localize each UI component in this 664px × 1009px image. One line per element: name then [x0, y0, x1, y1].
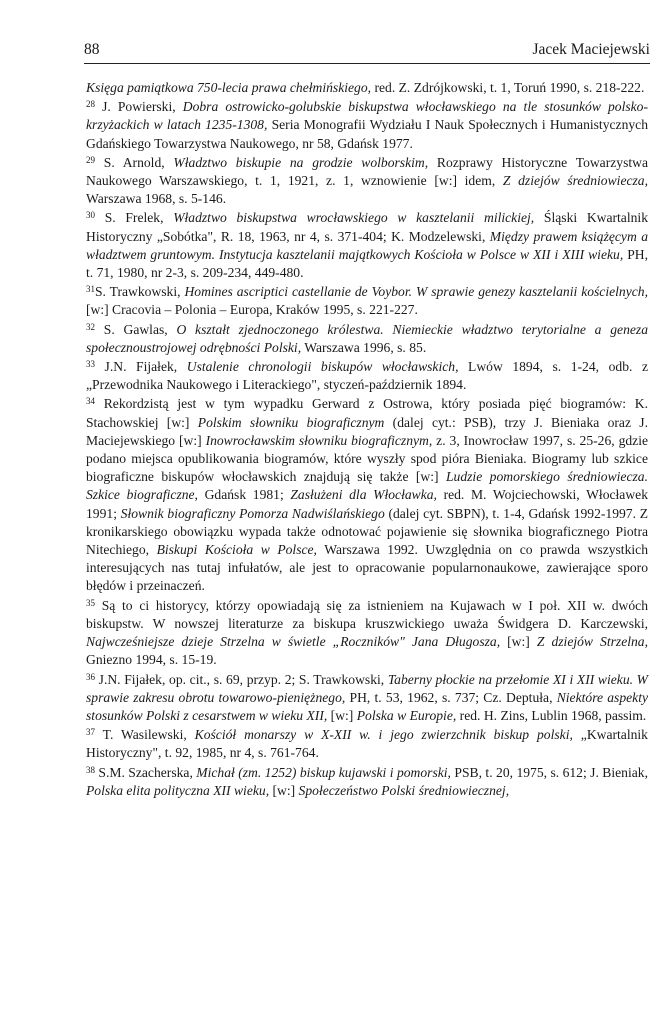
footnote-text: S. Gawlas, — [95, 321, 177, 337]
footnote-text: Są to ci historycy, którzy opowiadają się za istnieniem na Kujawach w I poł. XII w. dwóch biskupstw. W nowszej literaturze za biskupa kruszwickiego uważa Świdgera D. Karczewski, — [86, 597, 648, 631]
footnote — [86, 79, 648, 97]
footnote-text: S. Trawkowski, — [95, 284, 185, 300]
footnote — [86, 358, 648, 394]
footnote-text: red. H. Zins, Lublin 1968, passim. — [456, 707, 647, 723]
footnote-text: S. Arnold, — [95, 154, 174, 170]
footnote-title: Homines ascriptici castellanie de Voybor. W sprawie genezy kasztelanii kościelnych, — [184, 284, 648, 300]
footnote-title: Najwcześniejsze dzieje Strzelna w świetle „Roczników" Jana Długosza, — [86, 634, 501, 650]
footnote-text: Śląski Kwartalnik Historyczny „Sobótka", R. 18, 1963, nr 4, s. 371-404; K. Modzelewski, — [86, 210, 648, 244]
footnote-number: 30 — [86, 210, 95, 221]
footnote-number: 33 — [86, 359, 95, 370]
footnote-title: Polska w Europie, — [356, 707, 457, 723]
footnote-text: S. Frelek, — [95, 210, 174, 226]
footnote-text: PH, t. 71, 1980, nr 2-3, s. 209-234, 449-480. — [86, 246, 648, 281]
footnote-text: J.N. Fijałek, op. cit., s. 69, przyp. 2; S. Trawkowski, — [95, 671, 388, 687]
footnote-title: Polskim słowniku biograficznym — [197, 414, 385, 430]
footnote — [86, 597, 648, 670]
footnote-text: [w:] — [327, 707, 357, 723]
footnote-title: Biskupi Kościoła w Polsce, — [156, 542, 317, 558]
running-title: Jacek Maciejewski — [532, 41, 650, 58]
footnote-text: red. M. Wojciechowski, Włocławek 1991; — [86, 487, 648, 521]
footnote-number: 36 — [86, 671, 95, 682]
footnote-title: Ludzie pomorskiego średniowiecza. Szkice biograficzne, — [86, 469, 648, 503]
footnote-text: Warszawa 1992. Uwzględnia on co prawda wszystkich interesujących nas tutaj infułatów, ale jest to opracowanie popularnonaukowe, zawierające sporo błędów i przeinaczeń. — [86, 542, 648, 594]
footnote — [86, 283, 648, 319]
footnote-title: Polska elita polityczna XII wieku, — [86, 782, 270, 798]
footnote-text: Lwów 1894, s. 1-24, odb. z „Przewodnika Naukowego i Literackiego", styczeń-październik 1894. — [86, 359, 648, 393]
footnote-text: Warszawa 1996, s. 85. — [301, 339, 427, 355]
footnote-number: 35 — [86, 597, 95, 608]
footnote-title: Między prawem książęcym a władztwem gruntowym. Instytucja kasztelanii majątkowych Kościoła w Polsce w XII i XIII wieku, — [86, 228, 648, 262]
footnote-title: Władztwo biskupie na grodzie wolborskim, — [173, 154, 429, 170]
footnote-text: „Kwartalnik Historyczny", t. 92, 1985, nr 4, s. 761-764. — [86, 727, 648, 761]
footnote-title: Władztwo biskupstwa wrocławskiego w kasztelanii milickiej, — [173, 210, 535, 226]
footnote-title: Michał (zm. 1252) biskup kujawski i pomorski, — [196, 764, 451, 780]
footnote-text: Warszawa 1968, s. 5-146. — [86, 191, 227, 207]
footnote-title: Dobra ostrowicko-golubskie biskupstwa włocławskiego na tle stosunków polsko-krzyżackich w latach 1235-1308, — [86, 99, 648, 133]
footnote-title: Ustalenie chronologii biskupów włocławskich, — [186, 359, 459, 375]
footnote-text: J.N. Fijałek, — [95, 359, 187, 375]
footnote-text: (dalej cyt. SBPN), t. 1-4, Gdańsk 1992-1997. Z kronikarskiego obowiązku wypada także odnotować pojawienie się słownika biograficznego Piotra Nitechiego, — [86, 505, 649, 558]
footnote — [86, 321, 648, 357]
footnote-text: Seria Monografii Wydziału I Nauk Społecznych i Humanistycznych Gdańskiego Towarzystwa Naukowego, nr 58, Gdańsk 1977. — [86, 117, 648, 151]
footnote-title: Społeczeństwo Polski średniowiecznej, — [298, 782, 510, 798]
footnote-text: Rekordzistą jest w tym wypadku Gerward z Ostrowa, który posiada pięć biogramów: K. Stachowskiej [w:] — [86, 396, 648, 430]
footnote-title: Z dziejów średniowiecza, — [502, 173, 648, 189]
footnote — [86, 154, 648, 209]
page-header — [84, 41, 650, 63]
footnote-text: red. Z. Zdrójkowski, t. 1, Toruń 1990, s. 218-222. — [371, 80, 645, 95]
header-rule — [84, 63, 650, 64]
footnote-title: Księga pamiątkowa 750-lecia prawa chełmińskiego, — [86, 80, 372, 95]
footnote-text: (dalej cyt.: PSB), trzy J. Bieniaka oraz J. Maciejewskiego [w:] — [86, 414, 648, 448]
footnote-text: S.M. Szacherska, — [95, 764, 197, 780]
footnote — [86, 395, 648, 595]
footnote-text: T. Wasilewski, — [95, 727, 195, 743]
footnote-number: 34 — [86, 396, 95, 407]
footnote-number: 32 — [86, 321, 95, 332]
footnote-number: 31 — [86, 284, 95, 295]
footnote-number: 38 — [86, 764, 95, 775]
footnote-text: [w:] — [269, 782, 299, 798]
footnote-title: O kształt zjednoczonego królestwa. Niemieckie władztwo terytorialne a geneza społecznoustrojowej odrębności Polski, — [86, 321, 649, 355]
footnote-text: Gdańsk 1981; — [197, 487, 291, 503]
footnote-text: [w:] Cracovia – Polonia – Europa, Kraków 1995, s. 221-227. — [86, 302, 418, 318]
footnote-number: 28 — [86, 99, 95, 110]
footnote-text: PH, t. 53, 1962, s. 737; Cz. Deptuła, — [345, 689, 557, 705]
footnote-number: 37 — [86, 727, 95, 738]
footnote-title: Inowrocławskim słowniku biograficznym, — [205, 432, 433, 448]
footnote-title: Słownik biograficzny Pomorza Nadwiślańskiego — [120, 505, 385, 521]
footnote-title: Kościół monarszy w X-XII w. i jego zwierzchnik biskup polski, — [194, 727, 573, 743]
footnote-text: Rozprawy Historyczne Towarzystwa Naukowego Warszawskiego, t. 1, 1921, z. 1, wznowienie [w:] idem, — [86, 154, 648, 189]
footnote-text: z. 3, Inowrocław 1997, s. 25-26, gdzie podano miejsca opublikowania biogramów, które wyszły spod pióra Bieniaka. Biogramy lub szkice biograficzne biskupów włocławskich znajdują się także [w:] — [86, 432, 649, 485]
footnote — [86, 726, 648, 762]
footnote — [86, 98, 648, 153]
footnote-title: Niektóre aspekty stosunków Polski z cesarstwem w wieku XII, — [86, 689, 649, 723]
footnote-text: Gniezno 1994, s. 15-19. — [86, 652, 217, 668]
footnote — [86, 671, 648, 726]
footnote-text: PSB, t. 20, 1975, s. 612; J. Bieniak, — [450, 764, 648, 780]
footnote — [86, 209, 648, 282]
footnote-number: 29 — [86, 154, 95, 165]
footnote-title: Taberny płockie na przełomie XI i XII wieku. W sprawie zakresu obrotu towarowo-pieniężnego, — [86, 671, 648, 705]
footnote-title: Zasłużeni dla Włocławka, — [290, 487, 437, 503]
page-number: 88 — [84, 41, 100, 58]
footnote-text: [w:] — [500, 634, 537, 650]
footnote — [86, 764, 648, 800]
footnotes-list — [86, 79, 648, 800]
footnote-text: J. Powierski, — [95, 99, 183, 115]
footnote-title: Z dziejów Strzelna, — [536, 634, 649, 650]
